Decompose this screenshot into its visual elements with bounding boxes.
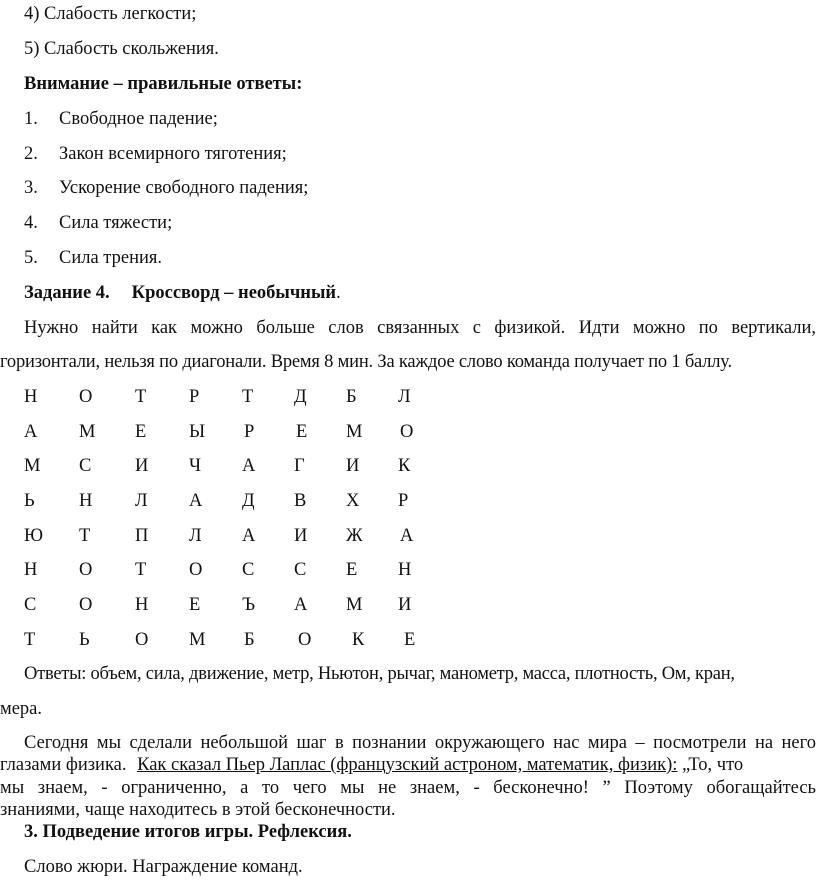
grid-cell: Т [135,387,147,407]
grid-cell: Н [79,491,93,511]
grid-cell: П [135,526,149,546]
grid-cell: М [189,630,206,650]
grid-cell: К [352,630,365,650]
grid-cell: Ы [189,422,206,442]
grid-cell: А [189,491,203,511]
list-item: Свободное падение; [59,109,218,129]
grid-cell: Т [24,630,36,650]
grid-cell: О [400,422,414,442]
grid-cell: Г [294,456,305,476]
list-item: Закон всемирного тяготения; [59,144,287,164]
grid-cell: Н [24,387,38,407]
grid-row [0,490,816,512]
grid-cell: Т [242,387,254,407]
grid-cell: Р [189,387,200,407]
grid-cell: Л [398,387,411,407]
task4-heading [24,282,341,304]
grid-cell: И [294,526,308,546]
grid-cell: Н [24,560,38,580]
grid-cell: А [24,422,38,442]
grid-row [0,559,816,581]
laplace-quote-attribution: Как сказал Пьер Лаплас (французский астроном, математик, физик): [137,755,678,775]
grid-answers-line2: мера. [0,699,43,719]
list-item-number: 5. [24,248,38,268]
grid-cell: Л [189,526,202,546]
grid-cell: О [79,387,93,407]
grid-row [0,629,816,651]
grid-cell: Е [346,560,358,580]
grid-cell: Н [398,560,412,580]
grid-cell: Ч [189,456,202,476]
closing-line2-text: глазами физика. [0,755,127,775]
grid-cell: Ж [346,526,363,546]
grid-cell: О [135,630,149,650]
answers-heading: Внимание – правильные ответы: [24,74,303,94]
grid-row [0,455,816,477]
list-item-number: 3. [24,178,38,198]
task4-title-end: . [336,283,341,303]
task4-label: Задание 4. [24,283,110,303]
grid-cell: Т [135,560,147,580]
grid-cell: О [189,560,203,580]
grid-cell: С [294,560,307,580]
grid-cell: Т [79,526,91,546]
task4-description-line1: Нужно найти как можно больше слов связанных с физикой. Идти можно по вертикали, [24,318,816,338]
list-item: 5) Слабость скольжения. [24,39,219,59]
grid-cell: С [24,595,37,615]
grid-cell: М [79,422,96,442]
closing-line3: мы знаем, - ограниченно, а то чего мы не знаем, - бесконечно! ” Поэтому обогащайтесь [0,778,816,798]
grid-cell: С [79,456,92,476]
grid-cell: Л [135,491,148,511]
grid-cell: М [346,422,363,442]
grid-cell: О [79,560,93,580]
grid-row [0,421,816,443]
list-item-number: 2. [24,144,38,164]
grid-cell: Б [244,630,255,650]
grid-cell: Р [398,491,409,511]
list-item: Сила трения. [59,248,163,268]
grid-cell: А [242,456,256,476]
list-item: 4) Слабость легкости; [24,4,197,24]
grid-cell: О [79,595,93,615]
section3-heading: 3. Подведение итогов игры. Рефлексия. [24,822,352,842]
grid-cell: И [346,456,360,476]
grid-cell: Ь [79,630,90,650]
grid-cell: Д [242,491,255,511]
grid-cell: Ю [24,526,44,546]
grid-cell: Е [296,422,308,442]
grid-row [0,525,816,547]
list-item-number: 4. [24,213,38,233]
grid-cell: А [242,526,256,546]
grid-cell: А [294,595,308,615]
grid-cell: М [24,456,41,476]
grid-cell: О [298,630,312,650]
grid-cell: Ь [24,491,35,511]
grid-cell: К [398,456,411,476]
grid-cell: Х [346,491,360,511]
grid-cell: Е [135,422,147,442]
closing-line4: знаниями, чаще находитесь в этой бесконечности. [0,800,396,820]
closing-line2-quote-start: „То, что [677,755,744,775]
grid-row [0,594,816,616]
task4-title: Кроссворд – необычный [131,283,337,303]
list-item: Ускорение свободного падения; [59,178,309,198]
closing-line2 [0,754,743,776]
grid-cell: Н [135,595,149,615]
list-item: Сила тяжести; [59,213,173,233]
task4-description-line2: горизонтали, нельзя по диагонали. Время 8 мин. За каждое слово команда получает по 1 баллу. [0,352,732,372]
grid-cell: Д [294,387,307,407]
grid-cell: М [346,595,363,615]
grid-cell: Б [346,387,357,407]
grid-cell: И [398,595,412,615]
grid-answers-line1: Ответы: объем, сила, движение, метр, Ньютон, рычаг, манометр, масса, плотность, Ом, кран, [24,664,735,684]
list-item-number: 1. [24,109,38,129]
final-line: Слово жюри. Награждение команд. [24,857,303,877]
grid-cell: С [242,560,255,580]
grid-cell: А [400,526,414,546]
grid-cell: Ъ [242,595,256,615]
grid-row [0,386,816,408]
grid-cell: Р [244,422,255,442]
grid-cell: Е [189,595,201,615]
grid-cell: Е [404,630,416,650]
grid-cell: В [294,491,307,511]
grid-cell: И [135,456,149,476]
closing-line1: Сегодня мы сделали небольшой шаг в познании окружающего нас мира – посмотрели на него [24,733,816,753]
